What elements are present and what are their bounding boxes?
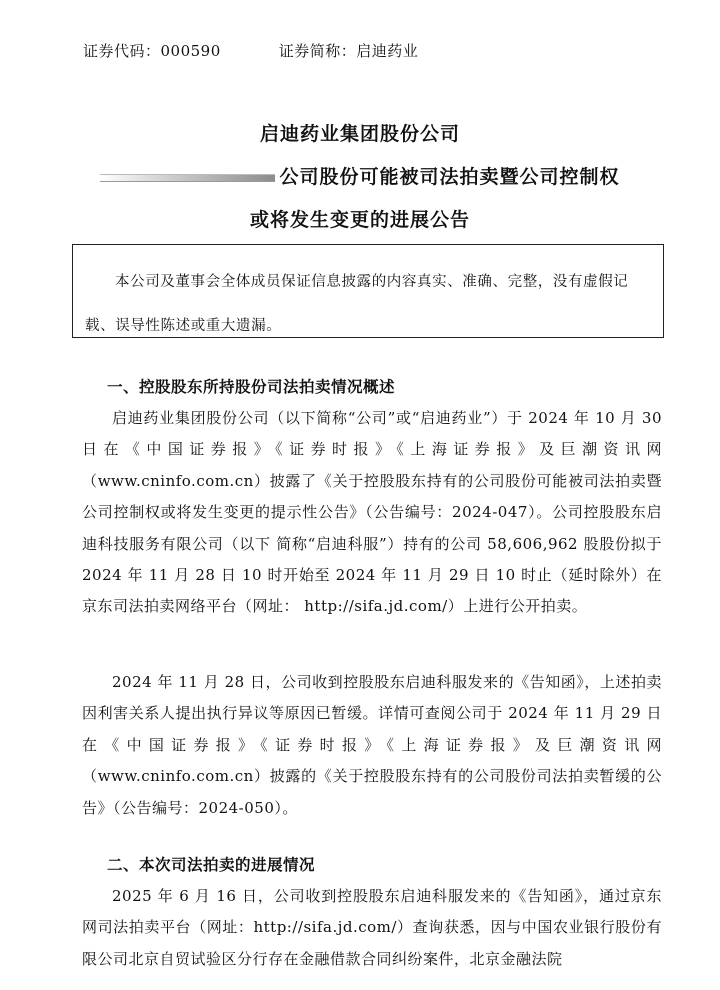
stock-abbreviation: 证券简称：启迪药业	[278, 42, 419, 60]
stock-code: 证券代码：000590	[83, 42, 221, 60]
announcement-title-line-2	[0, 162, 720, 189]
section-1-paragraph-2: 2024 年 11 月 28 日，公司收到控股股东启迪科服发来的《告知函》，上述拍卖因利害关系人提出执行异议等原因已暂缓。详情可查阅公司于 2024 年 11 月 29 日在《中国证券报》《证券时报》《上海证券报》及巨潮资讯网（www.cninfo.com.cn）披露的《关于控股股东持有的公司股份司法拍卖暂缓的公告》（公告编号：2024-050）。	[82, 673, 662, 817]
announcement-title-line-3: 或将发生变更的进展公告	[249, 209, 470, 231]
company-title: 启迪药业集团股份公司	[259, 123, 460, 145]
section-heading-2: 二、本次司法拍卖的进展情况	[107, 856, 316, 874]
disclosure-statement-box	[72, 244, 664, 338]
section-heading-1: 一、控股股东所持股份司法拍卖情况概述	[107, 378, 396, 396]
disclosure-statement-text: 本公司及董事会全体成员保证信息披露的内容真实、准确、完整，没有虚假记载、误导性陈述或重大遗漏。	[85, 274, 629, 334]
announcement-title-line-2-text: 公司股份可能被司法拍卖暨公司控制权	[279, 166, 620, 188]
section-1-paragraph-1: 启迪药业集团股份公司（以下简称“公司”或“启迪药业”）于 2024 年 10 月 30 日在《中国证券报》《证券时报》《上海证券报》及巨潮资讯网（www.cninfo.com.cn）披露了《关于控股股东持有的公司股份可能被司法拍卖暨公司控制权或将发生变更的提示性公告》（公告编号：2024-047）。公司控股股东启迪科技服务有限公司（以下 简称“启迪科服”）持有的公司 58,606,962 股股份拟于 2024 年 11 月 28 日 10 时开始至 2024 年 11 月 29 日 10 时止（延时除外）在京东司法拍卖网络平台（网址： http://sifa.jd.com/）上进行公开拍卖。	[82, 409, 662, 616]
redaction-mark	[100, 174, 275, 182]
document-header	[83, 40, 418, 61]
section-2-paragraph-1: 2025 年 6 月 16 日，公司收到控股股东启迪科服发来的《告知函》，通过京东网司法拍卖平台（网址：http://sifa.jd.com/）查询获悉，因与中国农业银行股份有限公司北京自贸试验区分行存在金融借款合同纠纷案件，北京金融法院	[82, 887, 662, 968]
